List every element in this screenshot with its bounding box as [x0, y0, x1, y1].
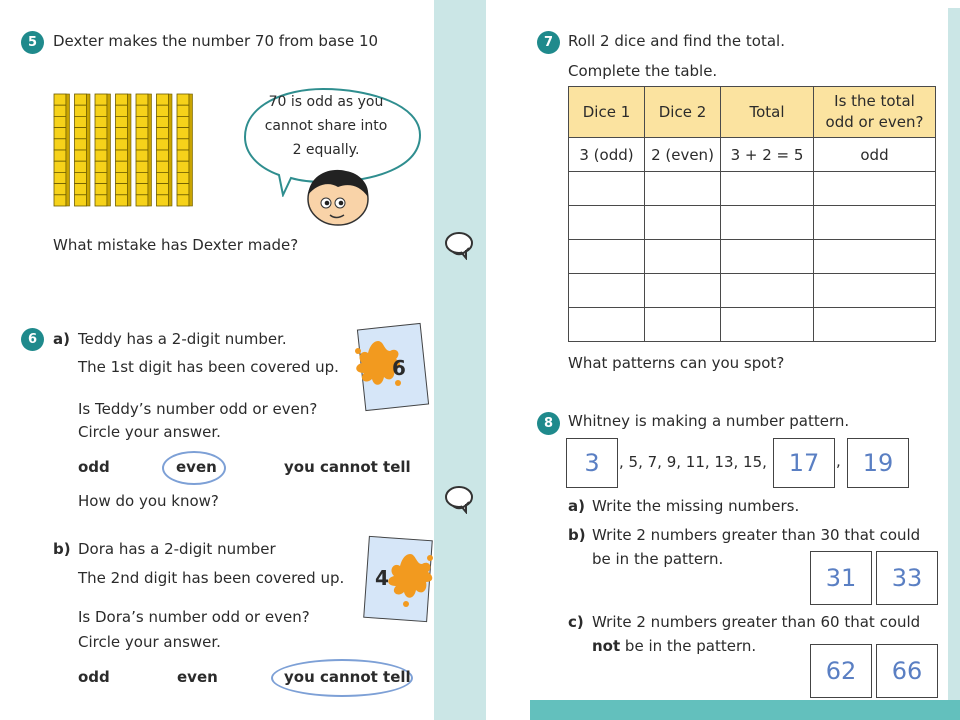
question-number-8: 8	[537, 412, 560, 435]
dice-table	[568, 86, 936, 342]
dexter-face-icon	[302, 165, 374, 227]
q7-question: What patterns can you spot?	[568, 354, 785, 372]
q8b-text2: be in the pattern.	[592, 550, 724, 568]
q8b-text1: Write 2 numbers greater than 30 that could	[592, 526, 921, 544]
table-cell: 3 (odd)	[569, 138, 645, 172]
q5-question: What mistake has Dexter made?	[53, 236, 299, 254]
table-cell[interactable]	[569, 206, 645, 240]
tens-rod	[95, 94, 111, 206]
q6a-label: a)	[53, 330, 70, 348]
table-cell: 3 + 2 = 5	[721, 138, 814, 172]
bottom-bar	[530, 700, 960, 720]
q6b-line3: Is Dora’s number odd or even?	[78, 608, 310, 626]
answer-box[interactable]: 17	[773, 438, 835, 488]
answer-box[interactable]: 62	[810, 644, 872, 698]
table-cell[interactable]	[721, 274, 814, 308]
header-dice2: Dice 2	[645, 87, 721, 138]
q8c-not: not	[592, 637, 621, 655]
speech-line: 2 equally.	[292, 142, 360, 158]
table-cell[interactable]	[569, 172, 645, 206]
table-cell[interactable]	[645, 274, 721, 308]
q8c-rest: be in the pattern.	[620, 637, 757, 655]
answer-box[interactable]: 19	[847, 438, 909, 488]
table-cell[interactable]	[569, 240, 645, 274]
table-cell[interactable]	[645, 206, 721, 240]
answer-box[interactable]: 66	[876, 644, 938, 698]
question-number-7: 7	[537, 31, 560, 54]
q8c-label: c)	[568, 613, 584, 631]
q7-title: Roll 2 dice and find the total.	[568, 32, 785, 50]
q6b-label: b)	[53, 540, 71, 558]
table-cell[interactable]	[569, 308, 645, 342]
answer-box[interactable]: 31	[810, 551, 872, 605]
digit-b: 4	[375, 566, 389, 590]
table-cell[interactable]	[814, 206, 936, 240]
q6b-line2: The 2nd digit has been covered up.	[78, 569, 345, 587]
table-cell[interactable]	[721, 240, 814, 274]
speech-line: 70 is odd as you	[268, 94, 384, 110]
speech-bubble-icon	[443, 230, 475, 260]
page-gutter	[434, 0, 486, 720]
option-cannot-tell[interactable]: you cannot tell	[284, 668, 411, 686]
table-cell[interactable]	[814, 240, 936, 274]
table-cell[interactable]	[721, 172, 814, 206]
table-cell[interactable]	[814, 172, 936, 206]
table-cell[interactable]	[814, 274, 936, 308]
q8a-text: Write the missing numbers.	[592, 497, 800, 515]
header-line: Is the total	[834, 92, 915, 110]
speech-line: cannot share into	[264, 118, 388, 134]
table-cell[interactable]	[569, 274, 645, 308]
q8-title: Whitney is making a number pattern.	[568, 412, 850, 430]
q6a-line3: Is Teddy’s number odd or even?	[78, 400, 318, 418]
tens-rod	[75, 94, 91, 206]
tens-rod	[54, 94, 70, 206]
q7-subtitle: Complete the table.	[568, 62, 718, 80]
table-cell[interactable]	[645, 308, 721, 342]
speech-bubble-icon	[443, 484, 475, 514]
q6b-line4: Circle your answer.	[78, 633, 221, 651]
header-odd-even	[814, 87, 936, 138]
sequence-text: , 5, 7, 9, 11, 13, 15,	[619, 453, 767, 471]
header-line: odd or even?	[825, 113, 924, 131]
answer-box[interactable]: 3	[566, 438, 618, 488]
header-dice1: Dice 1	[569, 87, 645, 138]
table-cell[interactable]	[721, 308, 814, 342]
q5-title: Dexter makes the number 70 from base 10	[53, 32, 379, 50]
page-edge-strip	[948, 8, 960, 720]
table-cell: 2 (even)	[645, 138, 721, 172]
tens-rod	[116, 94, 132, 206]
tens-rod	[157, 94, 173, 206]
header-total: Total	[721, 87, 814, 138]
paint-splat-icon	[382, 548, 438, 610]
q8c-text1: Write 2 numbers greater than 60 that could	[592, 613, 921, 631]
table-cell: odd	[814, 138, 936, 172]
q6a-line2: The 1st digit has been covered up.	[78, 358, 339, 376]
base10-tens-rods	[52, 92, 197, 210]
table-cell[interactable]	[814, 308, 936, 342]
q8c-text2	[592, 637, 756, 655]
q8b-label: b)	[568, 526, 586, 544]
table-cell[interactable]	[645, 172, 721, 206]
q6b-line1: Dora has a 2-digit number	[78, 540, 276, 558]
q6a-line1: Teddy has a 2-digit number.	[78, 330, 287, 348]
table-cell[interactable]	[721, 206, 814, 240]
option-even[interactable]: even	[177, 668, 218, 686]
option-cannot-tell[interactable]: you cannot tell	[284, 458, 411, 476]
option-even[interactable]: even	[176, 458, 217, 476]
q6a-line4: Circle your answer.	[78, 423, 221, 441]
tens-rod	[136, 94, 152, 206]
q6a-line5: How do you know?	[78, 492, 219, 510]
option-odd[interactable]: odd	[78, 668, 110, 686]
answer-box[interactable]: 33	[876, 551, 938, 605]
option-odd[interactable]: odd	[78, 458, 110, 476]
q8a-label: a)	[568, 497, 585, 515]
speech-text	[252, 90, 400, 162]
question-number-5: 5	[21, 31, 44, 54]
sequence-comma: ,	[836, 452, 841, 470]
table-cell[interactable]	[645, 240, 721, 274]
tens-rod	[177, 94, 193, 206]
digit-a: 6	[392, 356, 406, 380]
question-number-6: 6	[21, 328, 44, 351]
